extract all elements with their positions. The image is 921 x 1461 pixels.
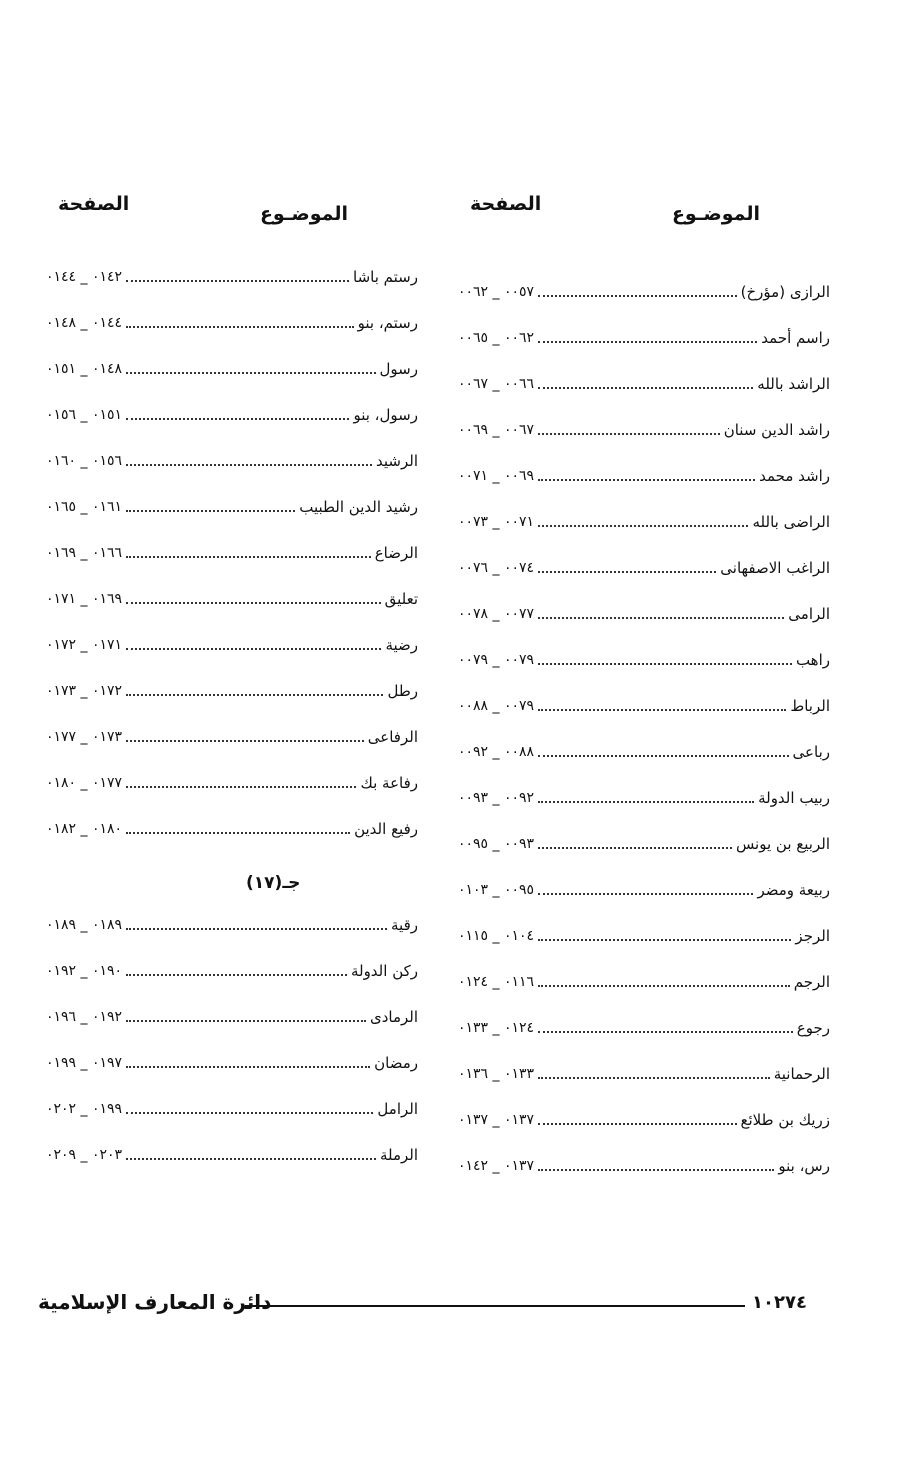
index-entry <box>46 910 418 940</box>
entry-topic: الرمادى <box>369 1008 418 1026</box>
entry-pages: ٠١٥١ _ ٠١٥٦ <box>46 407 123 423</box>
entry-pages: ٠٠٧٧ _ ٠٠٧٨ <box>458 606 535 622</box>
entry-pages: ٠٠٨٨ _ ٠٠٩٢ <box>458 744 535 760</box>
dot-leader <box>126 786 356 788</box>
dot-leader <box>126 556 371 558</box>
index-entry <box>46 1140 418 1170</box>
entry-topic: رستم باشا <box>353 268 418 286</box>
entry-topic: الرامى <box>788 605 830 623</box>
dot-leader <box>538 801 754 803</box>
entry-pages: ٠٠٧٩ _ ٠٠٨٨ <box>458 698 535 714</box>
dot-leader <box>126 1020 366 1022</box>
dot-leader <box>538 1077 770 1079</box>
index-entry <box>458 507 830 537</box>
entry-topic: رمضان <box>374 1054 418 1072</box>
index-entry <box>458 1151 830 1181</box>
index-entry <box>458 737 830 767</box>
page-header: الصفحة <box>470 193 542 215</box>
index-entry <box>458 645 830 675</box>
dot-leader <box>538 985 790 987</box>
dot-leader <box>126 464 372 466</box>
dot-leader <box>538 755 788 757</box>
dot-leader <box>126 648 381 650</box>
entry-pages: ٠٠٧٤ _ ٠٠٧٦ <box>458 560 535 576</box>
entry-pages: ٠١٣٧ _ ٠١٤٢ <box>458 1158 535 1174</box>
dot-leader <box>538 433 720 435</box>
entry-topic: ربيب الدولة <box>758 789 830 807</box>
dot-leader <box>538 387 753 389</box>
entry-pages: ٠١٩٢ _ ٠١٩٦ <box>46 1009 123 1025</box>
entry-pages: ٠٠٧٩ _ ٠٠٧٩ <box>458 652 535 668</box>
dot-leader <box>126 974 347 976</box>
dot-leader <box>126 1158 376 1160</box>
entry-topic: الرملة <box>379 1146 418 1164</box>
entry-pages: ٠١٥٦ _ ٠١٦٠ <box>46 453 123 469</box>
dot-leader <box>126 1066 370 1068</box>
dot-leader <box>126 418 349 420</box>
dot-leader <box>538 571 716 573</box>
footer-rule <box>245 1305 745 1307</box>
entry-pages: ٠١٧٣ _ ٠١٧٧ <box>46 729 123 745</box>
topic-header: الموضـوع <box>671 203 760 225</box>
index-entry <box>458 369 830 399</box>
entry-pages: ٠١٠٤ _ ٠١١٥ <box>458 928 535 944</box>
entry-pages: ٠٠٦٩ _ ٠٠٧١ <box>458 468 535 484</box>
entry-pages: ٠١٤٢ _ ٠١٤٤ <box>46 269 123 285</box>
dot-leader <box>538 1169 774 1171</box>
entry-pages: ٠١٣٣ _ ٠١٣٦ <box>458 1066 535 1082</box>
entry-topic: رضية <box>385 636 418 654</box>
page-header: الصفحة <box>58 193 130 215</box>
entry-pages: ٠١٤٨ _ ٠١٥١ <box>46 361 123 377</box>
entry-topic: الراغب الاصفهانى <box>720 559 830 577</box>
dot-leader <box>538 663 792 665</box>
index-entry <box>46 262 418 292</box>
entry-topic: رشيد الدين الطبيب <box>299 498 418 516</box>
dot-leader <box>126 602 381 604</box>
entry-topic: الراشد بالله <box>757 375 830 393</box>
entry-topic: راسم أحمد <box>761 329 830 347</box>
entry-pages: ٠١٤٤ _ ٠١٤٨ <box>46 315 123 331</box>
entry-topic: الراضى بالله <box>752 513 830 531</box>
index-entry <box>46 1094 418 1124</box>
index-entry <box>458 967 830 997</box>
entry-topic: رسول <box>379 360 418 378</box>
dot-leader <box>538 295 737 297</box>
entry-pages: ٠١٦٦ _ ٠١٦٩ <box>46 545 123 561</box>
entry-topic: رفيع الدين <box>354 820 418 838</box>
index-entry <box>458 691 830 721</box>
entry-pages: ٠١١٦ _ ٠١٢٤ <box>458 974 535 990</box>
entry-topic: الربيع بن يونس <box>735 835 830 853</box>
entry-pages: ٠١٧٧ _ ٠١٨٠ <box>46 775 123 791</box>
entry-topic: ركن الدولة <box>350 962 418 980</box>
entry-topic: رجوع <box>796 1019 830 1037</box>
entry-pages: ٠٠٦٧ _ ٠٠٦٩ <box>458 422 535 438</box>
index-entry <box>458 1059 830 1089</box>
entry-pages: ٠٠٩٥ _ ٠١٠٣ <box>458 882 535 898</box>
index-entry <box>46 814 418 844</box>
dot-leader <box>538 479 755 481</box>
entry-topic: الرباط <box>790 697 830 715</box>
entry-pages: ٠٠٩٢ _ ٠٠٩٣ <box>458 790 535 806</box>
dot-leader <box>538 1123 736 1125</box>
entry-pages: ٠١٧٢ _ ٠١٧٣ <box>46 683 123 699</box>
index-entry <box>46 768 418 798</box>
dot-leader <box>126 740 364 742</box>
index-entry <box>46 956 418 986</box>
index-entry <box>46 354 418 384</box>
index-entry <box>458 323 830 353</box>
index-entry <box>458 553 830 583</box>
footer-title: دائرة المعارف الإسلامية <box>38 1290 272 1314</box>
entry-topic: رس، بنو <box>778 1157 830 1175</box>
index-entry <box>46 1002 418 1032</box>
entry-pages: ٠١٩٩ _ ٠٢٠٢ <box>46 1101 123 1117</box>
index-entry <box>458 875 830 905</box>
entry-pages: ٠١٩٠ _ ٠١٩٢ <box>46 963 123 979</box>
entry-topic: تعليق <box>384 590 418 608</box>
footer-page-number: ١٠٢٧٤ <box>752 1292 807 1313</box>
entry-topic: الرازى (مؤرخ) <box>740 283 830 301</box>
entry-topic: رطل <box>387 682 418 700</box>
entry-topic: رباعى <box>792 743 830 761</box>
entry-pages: ٠١٨٩ _ ٠١٨٩ <box>46 917 123 933</box>
entry-topic: راهب <box>795 651 830 669</box>
entry-topic: راشد محمد <box>759 467 830 485</box>
entry-topic: رستم، بنو <box>357 314 418 332</box>
index-entry <box>458 599 830 629</box>
dot-leader <box>126 372 375 374</box>
index-entry <box>458 415 830 445</box>
index-entry <box>46 538 418 568</box>
dot-leader <box>538 617 784 619</box>
index-entry <box>46 400 418 430</box>
entry-pages: ٠١٩٧ _ ٠١٩٩ <box>46 1055 123 1071</box>
entry-topic: الرجز <box>795 927 830 945</box>
dot-leader <box>538 939 791 941</box>
entry-topic: ربيعة ومضر <box>757 881 830 899</box>
entry-pages: ٠٠٥٧ _ ٠٠٦٢ <box>458 284 535 300</box>
index-entry <box>46 584 418 614</box>
section-label: جـ(١٧) <box>246 873 301 893</box>
entry-topic: الرامل <box>377 1100 418 1118</box>
entry-pages: ٠٠٩٣ _ ٠٠٩٥ <box>458 836 535 852</box>
entry-pages: ٠٠٦٦ _ ٠٠٦٧ <box>458 376 535 392</box>
dot-leader <box>538 893 753 895</box>
entry-topic: الرفاعى <box>367 728 418 746</box>
dot-leader <box>538 1031 793 1033</box>
entry-topic: الرشيد <box>376 452 418 470</box>
index-entry <box>458 461 830 491</box>
dot-leader <box>126 510 295 512</box>
entry-topic: الرحمانية <box>773 1065 830 1083</box>
entry-topic: الرضاع <box>374 544 418 562</box>
index-entry <box>458 783 830 813</box>
entry-pages: ٠١٦١ _ ٠١٦٥ <box>46 499 123 515</box>
entry-pages: ٠٠٧١ _ ٠٠٧٣ <box>458 514 535 530</box>
entry-pages: ٠٢٠٣ _ ٠٢٠٩ <box>46 1147 123 1163</box>
entry-topic: راشد الدين سنان <box>723 421 830 439</box>
index-entry <box>458 921 830 951</box>
entry-pages: ٠١٧١ _ ٠١٧٢ <box>46 637 123 653</box>
entry-pages: ٠٠٦٢ _ ٠٠٦٥ <box>458 330 535 346</box>
index-entry <box>46 308 418 338</box>
topic-header: الموضـوع <box>259 203 348 225</box>
dot-leader <box>538 341 757 343</box>
entry-pages: ٠١٣٧ _ ٠١٣٧ <box>458 1112 535 1128</box>
entry-topic: الرجم <box>793 973 830 991</box>
dot-leader <box>538 709 786 711</box>
entry-topic: زريك بن طلائع <box>740 1111 830 1129</box>
entry-topic: رسول، بنو <box>353 406 418 424</box>
entry-pages: ٠١٢٤ _ ٠١٣٣ <box>458 1020 535 1036</box>
index-entry <box>46 722 418 752</box>
entry-topic: رقية <box>391 916 418 934</box>
index-entry <box>46 492 418 522</box>
dot-leader <box>126 280 349 282</box>
index-entry <box>46 1048 418 1078</box>
index-entry <box>458 829 830 859</box>
index-entry <box>458 277 830 307</box>
dot-leader <box>126 1112 373 1114</box>
dot-leader <box>538 525 748 527</box>
dot-leader <box>126 694 383 696</box>
dot-leader <box>126 326 354 328</box>
index-entry <box>46 446 418 476</box>
index-entry <box>458 1105 830 1135</box>
entry-pages: ٠١٨٠ _ ٠١٨٢ <box>46 821 123 837</box>
dot-leader <box>538 847 732 849</box>
index-entry <box>458 1013 830 1043</box>
dot-leader <box>126 928 387 930</box>
index-entry <box>46 676 418 706</box>
entry-pages: ٠١٦٩ _ ٠١٧١ <box>46 591 123 607</box>
entry-topic: رفاعة بك <box>360 774 418 792</box>
dot-leader <box>126 832 350 834</box>
index-entry <box>46 630 418 660</box>
